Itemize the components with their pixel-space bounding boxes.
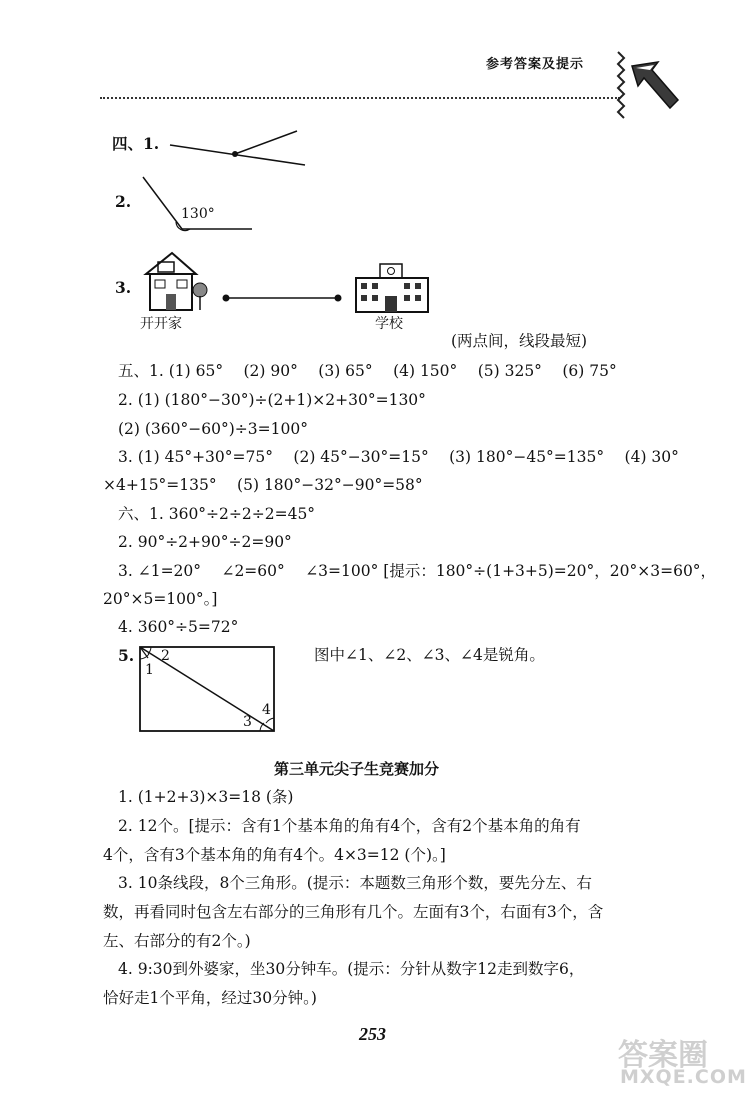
part5-line-5: ×4+15°=135° (5) 180°−32°−90°=58°	[103, 476, 423, 494]
angle-130-label: 130°	[181, 206, 215, 222]
section-line-2: 2. 12个。[提示：含有1个基本角的角有4个，含有2个基本角的角有	[118, 817, 581, 835]
section-line-1: 1. (1+2+3)×3=18 (条)	[118, 788, 294, 806]
item2-number: 2.	[115, 192, 132, 211]
page-number: 253	[359, 1024, 386, 1044]
arrow-icon	[612, 48, 682, 130]
house-label: 开开家	[140, 316, 182, 332]
section-line-5: 数，再看同时包含左右部分的三角形有几个。左面有3个，右面有3个，含	[103, 903, 604, 921]
item3-number: 3.	[115, 278, 132, 297]
part6-line-2: 2. 90°÷2+90°÷2=90°	[118, 533, 292, 551]
section-line-8: 恰好走1个平角，经过30分钟。)	[103, 989, 317, 1007]
angle-label-1: 1	[145, 662, 154, 678]
part5-line-1: 五、1. (1) 65° (2) 90° (3) 65° (4) 150° (5) 325° (6) 75°	[118, 362, 617, 380]
part5-line-2: 2. (1) (180°−30°)÷(2+1)×2+30°=130°	[118, 391, 426, 409]
part5-line-3: (2) (360°−60°)÷3=100°	[118, 420, 308, 438]
item5-number: 5.	[118, 646, 135, 665]
section-line-6: 左、右部分的有2个。)	[103, 932, 251, 950]
item5-text: 图中∠1、∠2、∠3、∠4是锐角。	[314, 646, 545, 664]
line-figure	[165, 125, 310, 170]
section-line-3: 4个，含有3个基本角的角有4个。4×3=12 (个)。]	[103, 846, 446, 864]
watermark-logo: 答案圈	[618, 1038, 708, 1073]
watermark-url: MXQE.COM	[620, 1066, 747, 1088]
header-dotted-rule	[100, 97, 620, 99]
part5-line-4: 3. (1) 45°+30°=75° (2) 45°−30°=15° (3) 180°−45°=135° (4) 30°	[118, 448, 679, 466]
angle-label-3: 3	[243, 714, 252, 730]
rectangle-figure	[136, 643, 278, 735]
part6-line-5: 4. 360°÷5=72°	[118, 618, 239, 636]
part6-line-1: 六、1. 360°÷2÷2÷2=45°	[118, 505, 316, 523]
house-icon	[140, 250, 210, 315]
part6-line-3: 3. ∠1=20° ∠2=60° ∠3=100° [提示：180°÷(1+3+5)=20°，20°×3=60°，	[118, 562, 717, 580]
angle-label-2: 2	[161, 648, 170, 664]
segment-note: (两点间，线段最短)	[451, 332, 588, 350]
section-title: 第三单元尖子生竞赛加分	[274, 760, 440, 778]
part4-label: 四、1.	[112, 134, 160, 153]
header-title: 参考答案及提示	[486, 57, 585, 72]
part6-line-4: 20°×5=100°。]	[103, 590, 218, 608]
section-line-7: 4. 9:30到外婆家，坐30分钟车。(提示：分针从数字12走到数字6，	[118, 960, 585, 978]
angle-label-4: 4	[262, 702, 271, 718]
school-icon	[352, 262, 432, 314]
school-label: 学校	[375, 316, 403, 332]
section-line-4: 3. 10条线段，8个三角形。(提示：本题数三角形个数，要先分左、右	[118, 874, 592, 892]
segment-figure	[220, 290, 345, 306]
